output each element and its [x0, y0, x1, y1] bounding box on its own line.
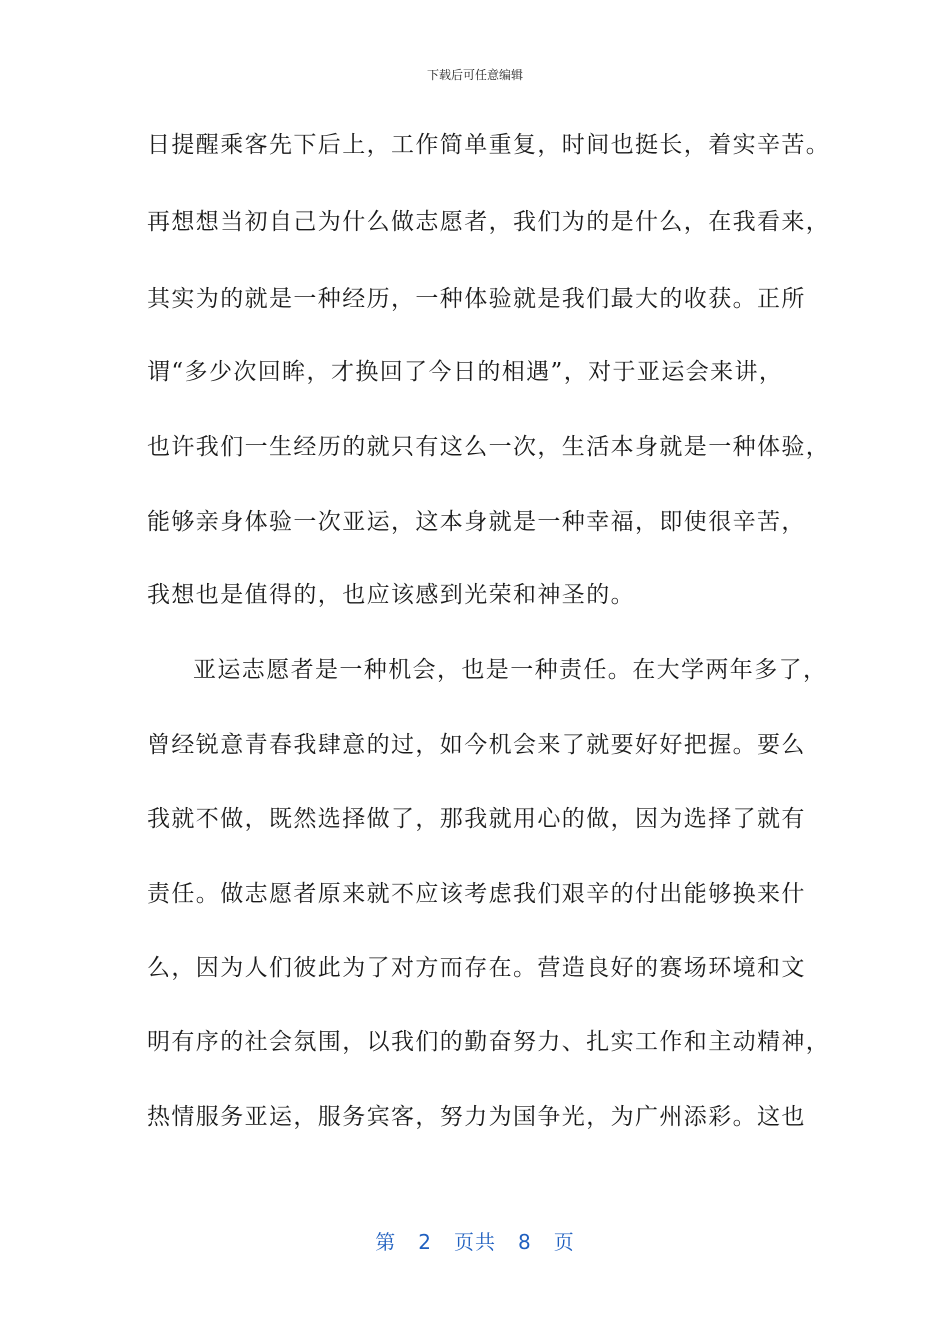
text-line: 我就不做，既然选择做了，那我就用心的做，因为选择了就有 — [147, 806, 806, 832]
footer-total-pages: 8 — [518, 1230, 532, 1254]
text-line: 再想想当初自己为什么做志愿者，我们为的是什么，在我看来， — [147, 209, 831, 235]
text-line-indented: 亚运志愿者是一种机会，也是一种责任。在大学两年多了， — [193, 657, 828, 683]
text-line: 热情服务亚运，服务宾客，努力为国争光，为广州添彩。这也 — [147, 1104, 806, 1130]
text-line: 我想也是值得的，也应该感到光荣和神圣的。 — [147, 582, 635, 608]
text-line: 明有序的社会氛围，以我们的勤奋努力、扎实工作和主动精神， — [147, 1029, 831, 1055]
footer-middle: 页共 — [454, 1230, 496, 1254]
footer-prefix: 第 — [375, 1230, 397, 1254]
text-line: 谓“多少次回眸，才换回了今日的相遇”，对于亚运会来讲， — [147, 359, 784, 385]
text-line: 责任。做志愿者原来就不应该考虑我们艰辛的付出能够换来什 — [147, 881, 806, 907]
text-line: 也许我们一生经历的就只有这么一次，生活本身就是一种体验， — [147, 434, 831, 460]
page-footer — [0, 1226, 950, 1255]
text-line: 么，因为人们彼此为了对方而存在。营造良好的赛场环境和文 — [147, 955, 806, 981]
text-line: 日提醒乘客先下后上，工作简单重复，时间也挺长，着实辛苦。 — [147, 132, 831, 158]
text-line: 曾经锐意青春我肆意的过，如今机会来了就要好好把握。要么 — [147, 732, 806, 758]
text-line: 能够亲身体验一次亚运，这本身就是一种幸福，即使很辛苦， — [147, 509, 806, 535]
footer-current-page: 2 — [418, 1230, 432, 1254]
header-note: 下载后可任意编辑 — [426, 68, 523, 82]
footer-suffix: 页 — [553, 1230, 575, 1254]
text-line: 其实为的就是一种经历，一种体验就是我们最大的收获。正所 — [147, 286, 806, 312]
